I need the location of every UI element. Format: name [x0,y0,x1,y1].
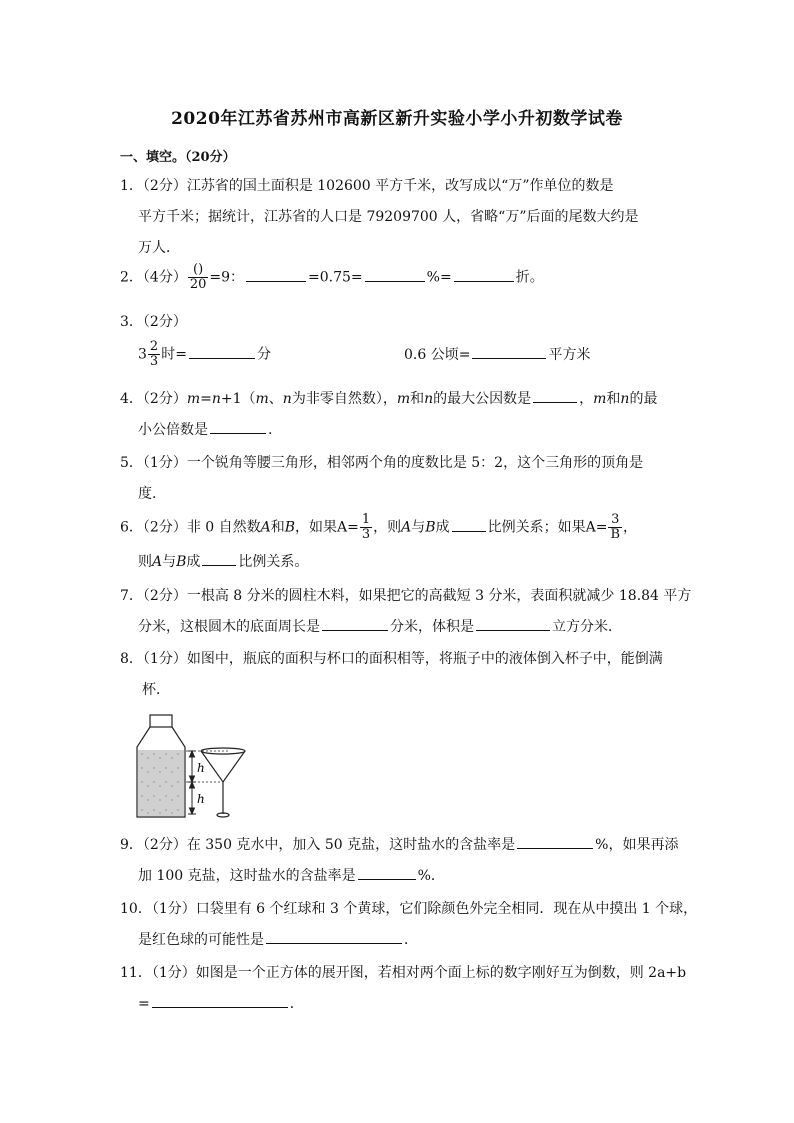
q6-p2: ，如果 [295,519,338,536]
q5-line2: 度. [138,486,157,502]
q9-l1b: %，如果再添 [595,837,679,853]
q2-text2: =0.75= [308,269,363,286]
q6-and: 和 [270,519,285,536]
q4-lcm-text: 小公倍数是 [138,422,208,438]
q6-eq2-left: A= [585,519,608,536]
q6-l2c: 成 [186,554,201,570]
q6-var-b3: B [176,554,187,570]
q6-f1-num: 1 [361,512,371,527]
q10-line1: 10．（1分）口袋里有 6 个红球和 3 个黄球，它们除颜色外完全相同．现在从中摸出 1 个球， [120,901,698,917]
q6-p5: 成 [435,519,450,536]
h-label-upper: h [197,761,205,775]
q2-blank1[interactable] [246,267,306,282]
q9-l1a: 9．（2分）在 350 克水中，加入 50 克盐，这时盐水的含盐率是 [120,837,516,853]
q8-line1: 8．（1分）如图中，瓶底的面积与杯口的面积相等，将瓶子中的液体倒入杯子中，能倒满 [120,651,663,667]
q6-p6: 比例关系；如果 [487,519,586,536]
q3-head: 3．（2分） [120,314,187,330]
q3-b-text: 0.6 公顷= [404,347,471,363]
q3-b-unit: 平方米 [548,347,591,363]
bottle-and-cup-figure [130,712,260,822]
q2-fraction [188,263,209,292]
q4-var-m3: m [396,391,411,407]
q6-f2-num: 3 [611,512,620,527]
q9-line2 [138,865,445,885]
q7-l2b: 分米，体积是 [390,619,474,635]
q11-blank[interactable] [152,993,288,1008]
q2-prefix: 2．（4分） [120,269,187,286]
q3-part-b [404,344,590,364]
q3-part-a [138,340,271,369]
q7-line2 [138,616,622,636]
q9-blank2[interactable] [358,865,416,880]
bottle-icon [137,715,185,817]
q6-var-a: A [260,519,271,536]
q3-whole: 3 [138,346,147,363]
q2-text1: =9： [209,269,245,286]
q6-blank1[interactable] [452,517,486,532]
q4-prefix: 4．（2分） [120,391,187,407]
q6-var-a2: A [401,519,412,536]
q7-line1: 7．（2分）一根高 8 分米的圆柱木料，如果把它的高截短 3 分米，表面积就减少 18.84 平方 [120,588,692,604]
q6-p1: 6．（2分）非 0 自然数 [120,519,261,536]
q2-frac-num: () [193,262,204,277]
q4-and2: 和 [606,391,621,407]
cone-cup-icon [201,748,245,817]
q3-frac-num: 2 [149,339,159,354]
q6-f2-den: B [610,527,620,542]
q10-l2a: 是红色球的可能性是 [138,932,264,948]
q4-plus1: +1（ [220,391,256,407]
q1-line2: 平方千米；据统计，江苏省的人口是 79209700 人，省略“万”后面的尾数大约是 [138,209,639,225]
q7-l2a: 分米，这根圆木的底面周长是 [138,619,320,635]
q4-var-n4: n [620,391,630,407]
q7-l2c: 立方分米． [552,619,622,635]
q7-blank2[interactable] [476,616,550,631]
q6-f1-den: 3 [361,527,371,542]
q11-l2b: ． [289,996,304,1012]
q2-frac-den: 20 [189,277,207,292]
q2-text4: 折。 [515,269,544,286]
q4-cond: 为非零自然数）， [291,391,397,407]
q9-line1 [120,834,678,854]
q4-blank-lcm[interactable] [210,419,266,434]
q6-fraction2 [608,513,622,542]
q7-blank1[interactable] [322,616,388,631]
q4-and: 和 [410,391,425,407]
q4-eq: = [200,391,212,407]
q2-blank3[interactable] [454,267,514,282]
q4-blank-gcd[interactable] [533,388,577,403]
q3-blank-a[interactable] [189,344,255,359]
q9-blank1[interactable] [517,834,593,849]
q1-line1: 1．（2分）江苏省的国土面积是 102600 平方千米，改写成以“万”作单位的数是 [120,178,614,194]
page-title: 2020年江苏省苏州市高新区新升实验小学小升初数学试卷 [171,109,623,129]
q10-l2b: ． [404,932,418,948]
h-label-lower: h [197,792,205,806]
q6-l2a: 则 [138,554,152,570]
q6-l2d: 比例关系。 [238,554,309,570]
q4-var-n: n [211,391,221,407]
q4-var-m2: m [255,391,269,407]
q6-p4: 与 [411,519,426,536]
q10-line2 [138,929,418,949]
q1-line3: 万人． [138,240,180,256]
q3-a-text: 时= [161,346,187,363]
q5-line1: 5．（1分）一个锐角等腰三角形，相邻两个角的度数比是 5：2，这个三角形的顶角是 [120,455,644,471]
q10-blank[interactable] [266,929,402,944]
q4-comma: 、 [268,391,283,407]
q3-blank-b[interactable] [472,344,546,359]
section-heading: 一、填空。（20分） [120,150,236,165]
q4-var-n2: n [282,391,292,407]
q6-var-b2: B [425,519,436,536]
q3-frac-den: 3 [149,354,159,369]
q6-var-a3: A [152,554,163,570]
q4-lcm-tail: 的最 [629,391,658,407]
q11-line1: 11．（1分）如图是一个正方体的展开图，若相对两个面上标的数字刚好互为倒数，则 2a+b [120,965,687,981]
q6-line1: 6．（2分）非 0 自然数A和B，如果A= $\frac{1}{3}$ ，则A与B成 比例关系；如果A= $\frac{3}{B}$ ， [120,512,637,542]
q4-line2: 小公倍数是 . [138,419,272,439]
q8-l2: 杯． [142,682,170,698]
q6-p3: ，则 [373,519,402,536]
q6-var-b: B [284,519,296,536]
q6-eq1-left: A= [337,519,359,536]
q2-blank2[interactable] [365,267,425,282]
q6-line2 [138,551,308,571]
q6-fraction1 [360,513,372,542]
q3-a-unit: 分 [256,346,271,363]
q2-line [120,263,544,292]
q9-l2b: %． [417,868,445,884]
q8-line2 [138,679,170,699]
q4-gcd: 的最大公因数是 [433,391,532,407]
q4-var-n3: n [424,391,434,407]
q4-line1: 4．（2分）m=n+1（m、n为非零自然数），m和n的最大公因数是 ，m和n的最 [120,388,657,408]
q6-l2b: 与 [162,554,177,570]
q2-text3: %= [426,269,452,286]
q9-l2a: 加 100 克盐，这时盐水的含盐率是 [138,868,356,884]
q4-var-m: m [186,391,201,407]
q4-var-m4: m [593,391,607,407]
q3-fraction [148,340,160,369]
q11-line2 [138,993,304,1013]
q6-blank2[interactable] [202,551,236,566]
q11-l2a: = [138,996,150,1012]
